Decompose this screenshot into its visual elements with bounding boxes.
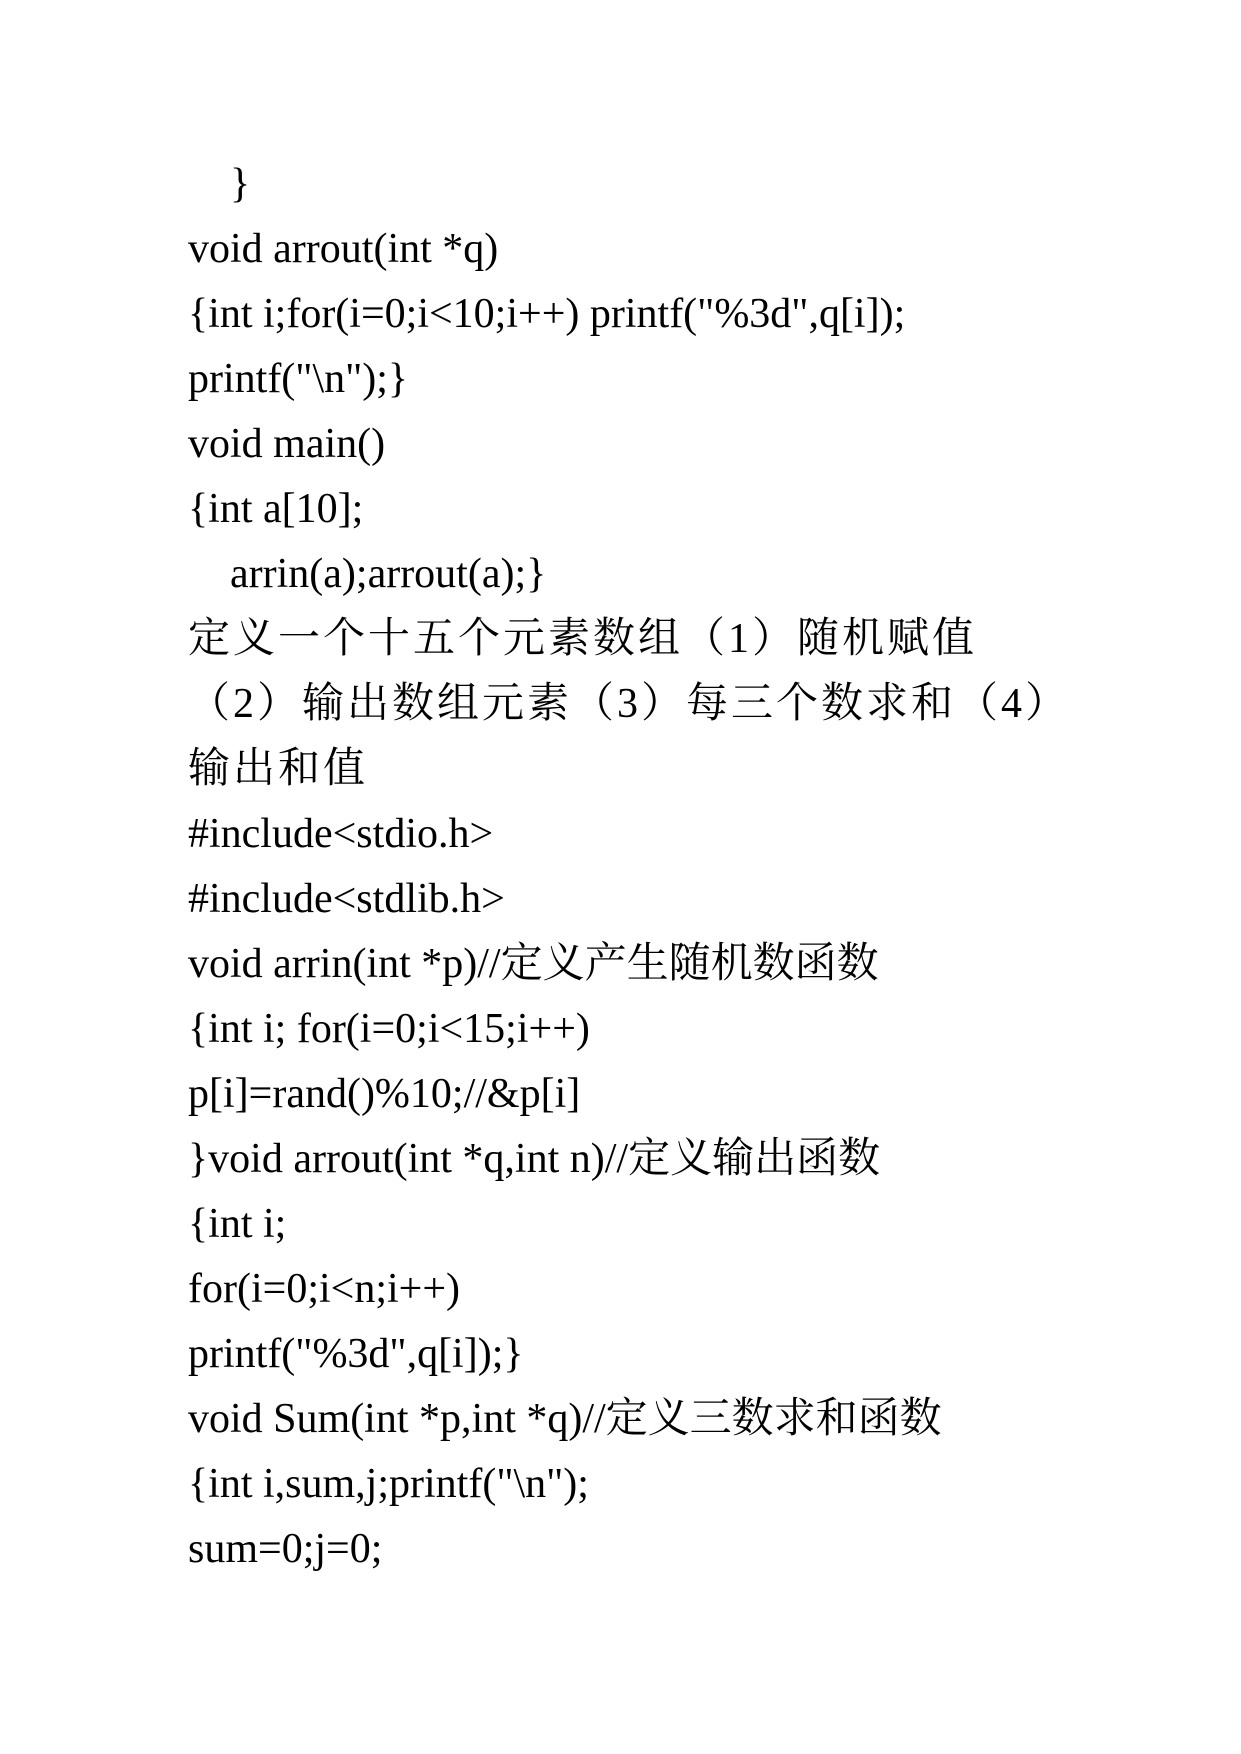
task-description-line-2: （2）输出数组元素（3）每三个数求和（4） (188, 681, 1071, 727)
code-line-main-array: {int a[10]; (188, 486, 364, 532)
code-line-main-calls: arrin(a);arrout(a);} (230, 551, 547, 597)
task-description-line-3: 输出和值 (188, 746, 369, 792)
code-line-sum-init: sum=0;j=0; (188, 1526, 383, 1572)
code-line-arrout-printf: printf("%3d",q[i]);} (188, 1331, 524, 1377)
code-line-arrin-loop: {int i; for(i=0;i<15;i++) (188, 1006, 590, 1052)
code-line-arrin-rand: p[i]=rand()%10;//&p[i] (188, 1071, 581, 1117)
code-line-arrout-newline: printf("\n");} (188, 356, 409, 402)
code-line-sum-signature: void Sum(int *p,int *q)//定义三数求和函数 (188, 1396, 942, 1442)
code-line-include-stdio: #include<stdio.h> (188, 811, 494, 857)
code-line-arrout-decl: {int i; (188, 1201, 287, 1247)
code-text-block (188, 152, 1071, 1582)
code-line-main-signature: void main() (188, 421, 386, 467)
code-line-include-stdlib: #include<stdlib.h> (188, 876, 505, 922)
code-line-arrout-n-signature: }void arrout(int *q,int n)//定义输出函数 (188, 1136, 881, 1182)
code-line-arrout-signature: void arrout(int *q) (188, 226, 499, 272)
task-description-line-1: 定义一个十五个元素数组（1）随机赋值 (188, 616, 978, 662)
code-line-closing-brace: } (230, 161, 251, 207)
code-line-sum-decl: {int i,sum,j;printf("\n"); (188, 1461, 589, 1507)
code-line-arrout-loop: {int i;for(i=0;i<10;i++) printf("%3d",q[i]); (188, 291, 906, 337)
code-line-arrout-for: for(i=0;i<n;i++) (188, 1266, 461, 1312)
code-line-arrin-signature: void arrin(int *p)//定义产生随机数函数 (188, 941, 879, 987)
